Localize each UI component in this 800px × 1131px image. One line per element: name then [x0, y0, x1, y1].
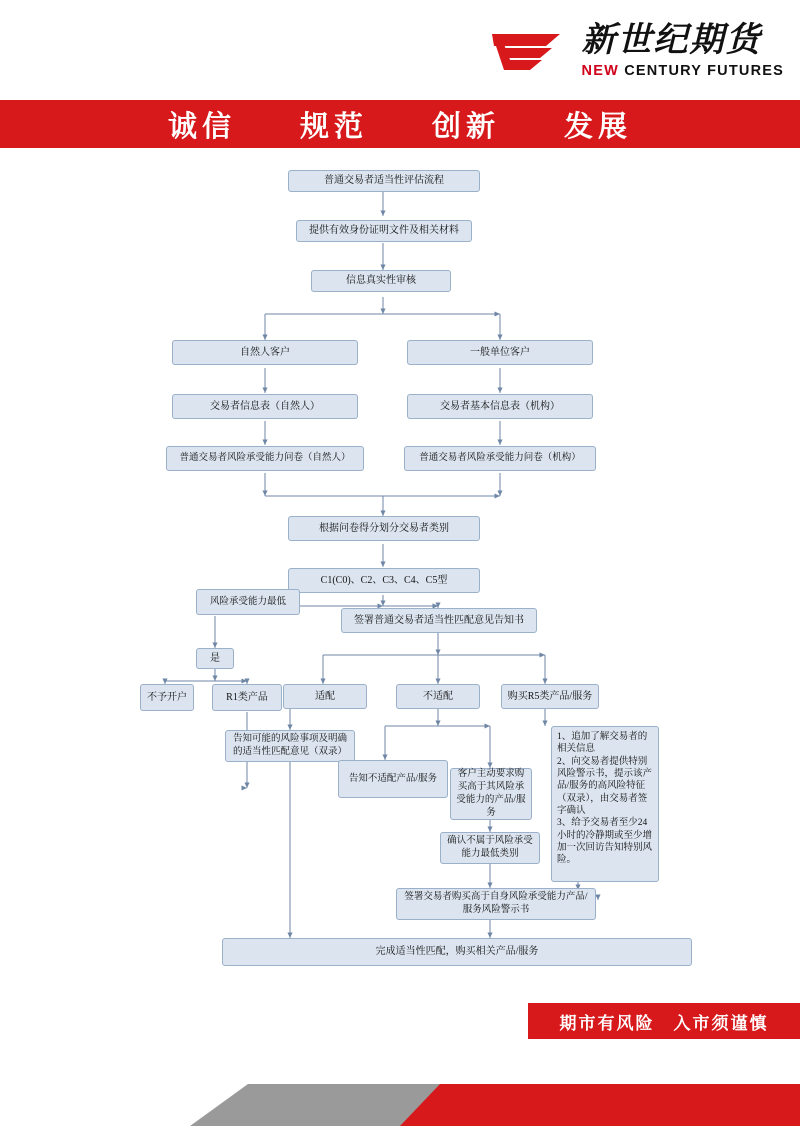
- risk-notice-banner: 期市有风险 入市须谨慎: [528, 1003, 800, 1039]
- brand-name-en-new: NEW: [581, 63, 619, 79]
- flow-node-verify: 信息真实性审核: [311, 270, 451, 292]
- flow-node-classification: 根据问卷得分划分交易者类别: [288, 516, 480, 541]
- flow-node-categories: C1(C0)、C2、C3、C4、C5型: [288, 568, 480, 593]
- flowchart: [0, 148, 800, 998]
- slogan-word-4: 发展: [564, 110, 633, 143]
- flow-node-unsuitable: 不适配: [396, 684, 480, 709]
- flow-node-suitable: 适配: [283, 684, 367, 709]
- brand-wordmark: [582, 24, 784, 79]
- flow-node-institution: 一般单位客户: [407, 340, 593, 365]
- flow-node-r1-products: R1类产品: [212, 684, 282, 711]
- flow-node-start: 普通交易者适当性评估流程: [288, 170, 480, 192]
- brand-logo: [490, 24, 784, 79]
- flow-node-sign-risk-warning: 签署交易者购买高于自身风险承受能力产品/服务风险警示书: [396, 888, 596, 920]
- flow-node-individual-questionnaire: 普通交易者风险承受能力问卷（自然人）: [166, 446, 364, 471]
- brand-name-en: [582, 64, 784, 79]
- flow-node-sign-matching-notice: 签署普通交易者适当性匹配意见告知书: [341, 608, 537, 633]
- flow-node-yes: 是: [196, 648, 234, 669]
- flow-node-inform-unsuitable: 告知不适配产品/服务: [338, 760, 448, 798]
- flow-node-institution-questionnaire: 普通交易者风险承受能力问卷（机构）: [404, 446, 596, 471]
- brand-name-en-rest: CENTURY FUTURES: [624, 63, 784, 79]
- flow-node-complete: 完成适当性匹配，购买相关产品/服务: [222, 938, 692, 966]
- brand-name-cn: 新世纪期货: [581, 22, 762, 59]
- flow-node-buy-r5: 购买R5类产品/服务: [501, 684, 599, 709]
- flow-node-documents: 提供有效身份证明文件及相关材料: [296, 220, 472, 242]
- slogan-word-1: 诚信: [167, 110, 236, 143]
- flow-node-no-account: 不予开户: [140, 684, 194, 711]
- flow-node-customer-insists: 客户主动要求购买高于其风险承受能力的产品/服务: [450, 768, 532, 820]
- flow-node-lowest-risk-tolerance: 风险承受能力最低: [196, 589, 300, 615]
- slogan-word-2: 规范: [299, 110, 368, 143]
- footer-decoration: [0, 1084, 800, 1126]
- slogan-banner: [0, 100, 800, 148]
- slogan-word-3: 创新: [432, 110, 501, 143]
- page-header: [0, 0, 800, 100]
- flow-node-confirm-not-lowest: 确认不属于风险承受能力最低类别: [440, 832, 540, 864]
- company-logo-icon: [490, 26, 568, 76]
- flow-node-individual-info-form: 交易者信息表（自然人）: [172, 394, 358, 419]
- flow-node-individual: 自然人客户: [172, 340, 358, 365]
- flow-node-special-risk-steps: 1、追加了解交易者的相关信息 2、向交易者提供特别风险警示书，提示该产品/服务的高风险特征（双录），由交易者签字确认 3、给予交易者至少24小时的冷静期或至少增加一次回访告知特别风险。: [551, 726, 659, 882]
- flow-node-inform-risk-items: 告知可能的风险事项及明确的适当性匹配意见（双录）: [225, 730, 355, 762]
- flow-node-institution-info-form: 交易者基本信息表（机构）: [407, 394, 593, 419]
